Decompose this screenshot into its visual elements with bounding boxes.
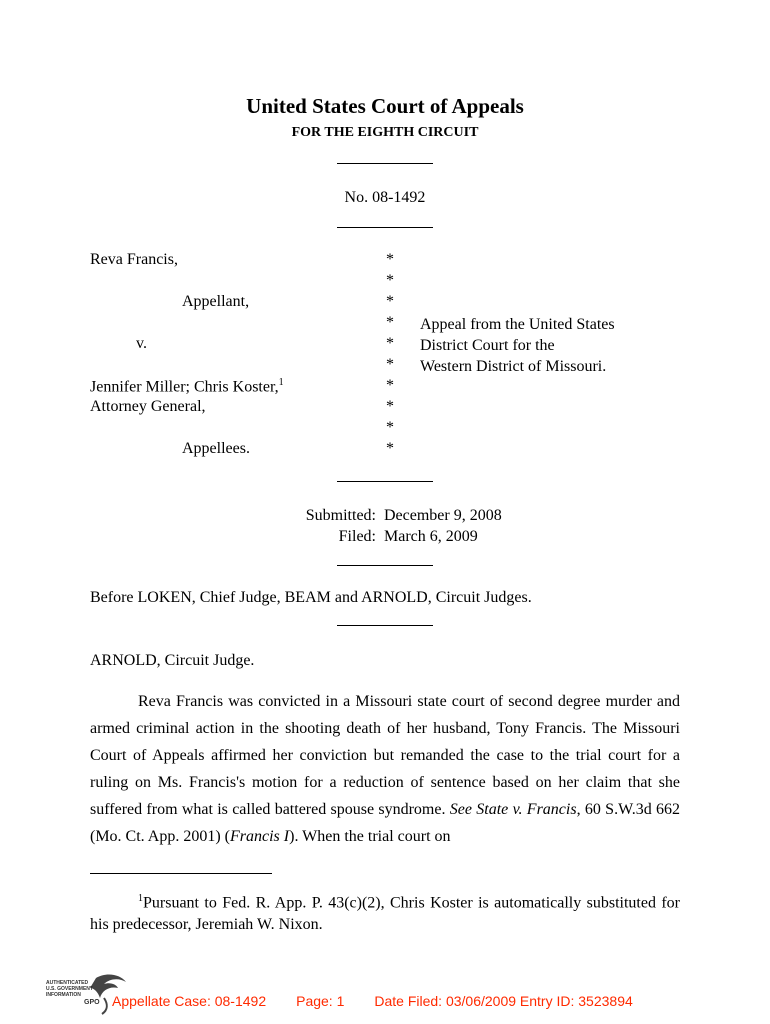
footnote-text: Pursuant to Fed. R. App. P. 43(c)(2), Chris Koster is automatically substituted for his predecessor, Jeremiah W. Nixon. [90,894,680,934]
divider [337,565,433,566]
appellee-name-line2: Attorney General, [90,398,206,415]
versus: v. [136,335,147,352]
footer-case: Appellate Case: 08-1492 [112,993,267,1009]
appeal-from-block [420,314,615,377]
caption-star: * [386,314,394,331]
footnote-mark: 1 [138,893,143,904]
footnote-reference[interactable]: 1 [278,377,284,388]
footer-page: Page: 1 [296,993,345,1009]
appellant-name: Reva Francis, [90,251,178,268]
appellee-name-line1: Jennifer Miller; Chris Koster,$^1$ [90,377,284,396]
caption-star: * [386,251,394,268]
opinion-author: ARNOLD, Circuit Judge. [90,652,255,669]
appeal-from-line: Western District of Missouri. [420,358,607,375]
gpo-line: INFORMATION [46,992,81,998]
opinion-paragraph: Reva Francis was convicted in a Missouri state court of second degree murder and armed criminal action in the shooting death of her husband, Tony Francis. The Missouri Court of Appeals affirmed her conviction but remanded the case to the trial court for a ruling on Ms. Francis's motion for a reduction of sentence based on her claim that she suffered from what is called battered spouse syndrome. See State v. Francis, 60 S.W.3d 662 (Mo. Ct. App. 2001) (Francis I). When the trial court on [90,693,681,845]
gpo-line: AUTHENTICATED [46,980,89,986]
submitted-label: Submitted: [305,507,376,524]
short-citation: Francis I [230,828,290,845]
gpo-line: U.S. GOVERNMENT [46,986,93,992]
circuit-subtitle: FOR THE EIGHTH CIRCUIT [291,125,479,140]
citation-signal: See State v. Francis [449,801,577,818]
footer-filed: Date Filed: 03/06/2009 Entry ID: 3523894 [374,993,633,1009]
filed-row [294,526,502,547]
filing-stamp [112,993,633,1009]
footnote-separator [90,873,272,874]
appeal-from-line: Appeal from the United States [420,316,615,333]
divider [337,163,433,164]
panel-line: Before LOKEN, Chief Judge, BEAM and ARNOLD, Circuit Judges. [90,589,532,606]
appellee-role: Appellees. [182,440,250,457]
filed-date: March 6, 2009 [384,528,478,545]
submitted-row [294,505,502,526]
dates-block [294,505,502,547]
appellant-role: Appellant, [182,293,250,310]
divider [337,481,433,482]
caption-star: * [386,293,394,310]
gpo-mark: GPO [84,999,100,1006]
caption-star: * [386,356,394,373]
appeal-from-line: District Court for the [420,337,555,354]
footnote [90,888,680,936]
caption-star: * [386,377,394,394]
caption-star: * [386,419,394,436]
case-number: No. 08-1492 [344,189,426,206]
caption-star: * [386,272,394,289]
filed-label: Filed: [338,528,376,545]
divider [337,227,433,228]
submitted-date: December 9, 2008 [384,507,502,524]
divider [337,625,433,626]
caption-star: * [386,398,394,415]
caption-star: * [386,335,394,352]
court-title: United States Court of Appeals [246,94,524,118]
caption-star: * [386,440,394,457]
